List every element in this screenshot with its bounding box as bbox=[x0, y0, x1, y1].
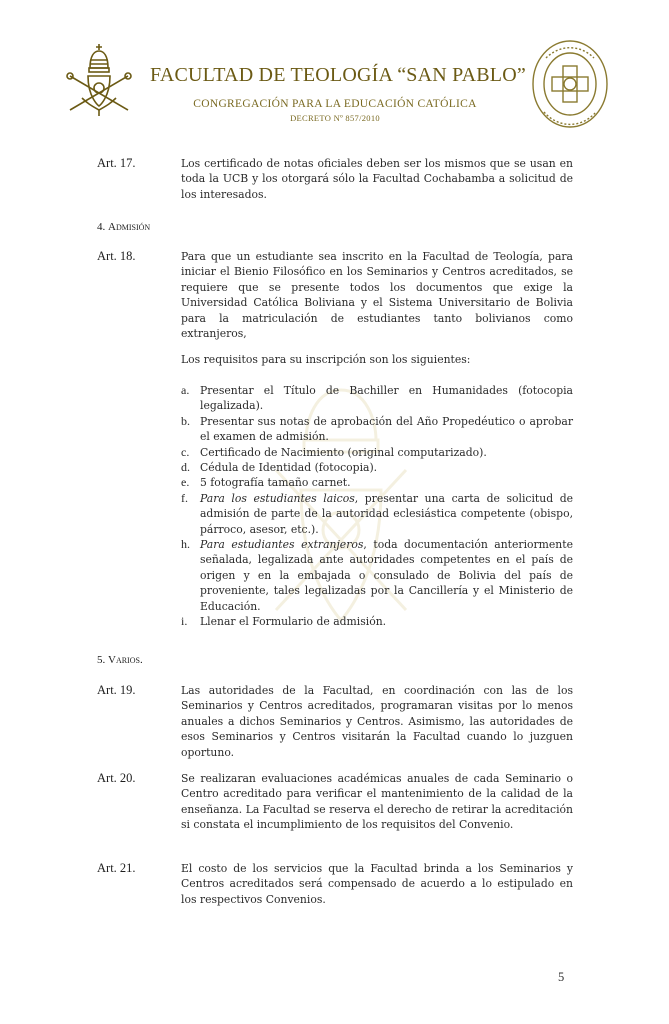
section-4-heading bbox=[97, 221, 150, 233]
list-marker: i. bbox=[181, 614, 188, 629]
list-item-text: Presentar el Título de Bachiller en Humanidades (fotocopia legalizada). bbox=[200, 384, 573, 413]
list-item-text: Cédula de Identidad (fotocopia). bbox=[200, 461, 378, 475]
list-item-text: , toda documentación anteriormente señalada, legalizada ante autoridades competentes en el país de origen y en la embajada o consulado de Bolivia del país de proveniente, tales legalizadas por la Cancillería y el Ministerio de Educación. bbox=[200, 538, 573, 613]
list-item bbox=[181, 614, 573, 629]
list-marker: e. bbox=[181, 475, 190, 490]
article-19-label: Art. 19. bbox=[97, 683, 136, 697]
list-item-text: Presentar sus notas de aprobación del Año Propedéutico o aprobar el examen de admisión. bbox=[200, 414, 573, 444]
list-item bbox=[181, 445, 573, 460]
list-marker: d. bbox=[181, 460, 190, 475]
list-marker: h. bbox=[181, 537, 190, 552]
list-marker: b. bbox=[181, 413, 190, 428]
decree-number: DECRETO Nº 857/2010 bbox=[290, 113, 380, 123]
list-item bbox=[181, 475, 573, 490]
article-21-label: Art. 21. bbox=[97, 861, 136, 875]
faculty-seal-icon bbox=[530, 38, 610, 130]
list-item bbox=[181, 414, 573, 445]
article-18-intro: Los requisitos para su inscripción son los siguientes: bbox=[181, 353, 471, 366]
section-5-number: 5. bbox=[97, 654, 108, 666]
list-item bbox=[181, 460, 573, 475]
list-item-emphasis: Para estudiantes extranjeros bbox=[200, 538, 364, 552]
faculty-title: FACULTAD DE TEOLOGÍA “SAN PABLO” bbox=[150, 64, 526, 86]
article-20-text: Se realizaran evaluaciones académicas anuales de cada Seminario o Centro acreditado para verificar el mantenimiento de la calidad de la enseñanza. La Facultad se reserva el derecho de retirar la acreditación si constata el incumplimiento de los requisitos del Convenio. bbox=[181, 772, 573, 832]
article-18-text: Para que un estudiante sea inscrito en la Facultad de Teología, para iniciar el Bienio Filosófico en los Seminarios y Centros acreditados, se requiere que se presente todos los documentos que exige la Universidad Católica Boliviana y el Sistema Universitario de Bolivia para la matriculación de estudiantes tanto bolivianos como extranjeros, bbox=[181, 250, 573, 341]
article-18-label: Art. 18. bbox=[97, 249, 136, 263]
list-item bbox=[181, 383, 573, 414]
section-4-number: 4. bbox=[97, 221, 108, 233]
list-item bbox=[181, 491, 573, 537]
section-4-title: Admisión bbox=[108, 221, 151, 233]
list-marker: c. bbox=[181, 444, 190, 459]
list-item-text: 5 fotografía tamaño carnet. bbox=[200, 476, 351, 490]
list-item bbox=[181, 537, 573, 614]
congregation-subtitle: CONGREGACIÓN PARA LA EDUCACIÓN CATÓLICA bbox=[193, 98, 477, 110]
list-item-text: , presentar una carta de solicitud de admisión de parte de la autoridad eclesiástica competente (obispo, párroco, asesor, etc.). bbox=[200, 491, 573, 536]
section-5-title: Varios. bbox=[108, 654, 143, 666]
article-20-label: Art. 20. bbox=[97, 771, 136, 785]
article-17-label: Art. 17. bbox=[97, 156, 136, 170]
admission-requirements-list bbox=[181, 383, 573, 630]
article-19-text: Las autoridades de la Facultad, en coordinación con las de los Seminarios y Centros acreditados, programaran visitas por lo menos anuales a dichos Seminarios y Centros. Asimismo, las autoridades de esos Seminarios y Centros visitarán la Facultad cuando lo juzguen oportuno. bbox=[181, 684, 573, 759]
papal-coat-of-arms-icon bbox=[62, 40, 136, 118]
list-item-text: Certificado de Nacimiento (original computarizado). bbox=[200, 445, 487, 459]
list-marker: a. bbox=[181, 383, 190, 397]
article-21-text: El costo de los servicios que la Facultad brinda a los Seminarios y Centros acreditados será compensado de acuerdo a lo estipulado en los respectivos Convenios. bbox=[181, 862, 573, 906]
article-17-text: Los certificado de notas oficiales deben ser los mismos que se usan en toda la UCB y los otorgará sólo la Facultad Cochabamba a solicitud de los interesados. bbox=[181, 157, 573, 201]
page-number: 5 bbox=[558, 970, 565, 984]
list-marker: f. bbox=[181, 490, 188, 505]
section-5-heading bbox=[97, 654, 143, 666]
list-item-text: Llenar el Formulario de admisión. bbox=[200, 615, 387, 629]
list-item-emphasis: Para los estudiantes laicos bbox=[200, 491, 355, 505]
